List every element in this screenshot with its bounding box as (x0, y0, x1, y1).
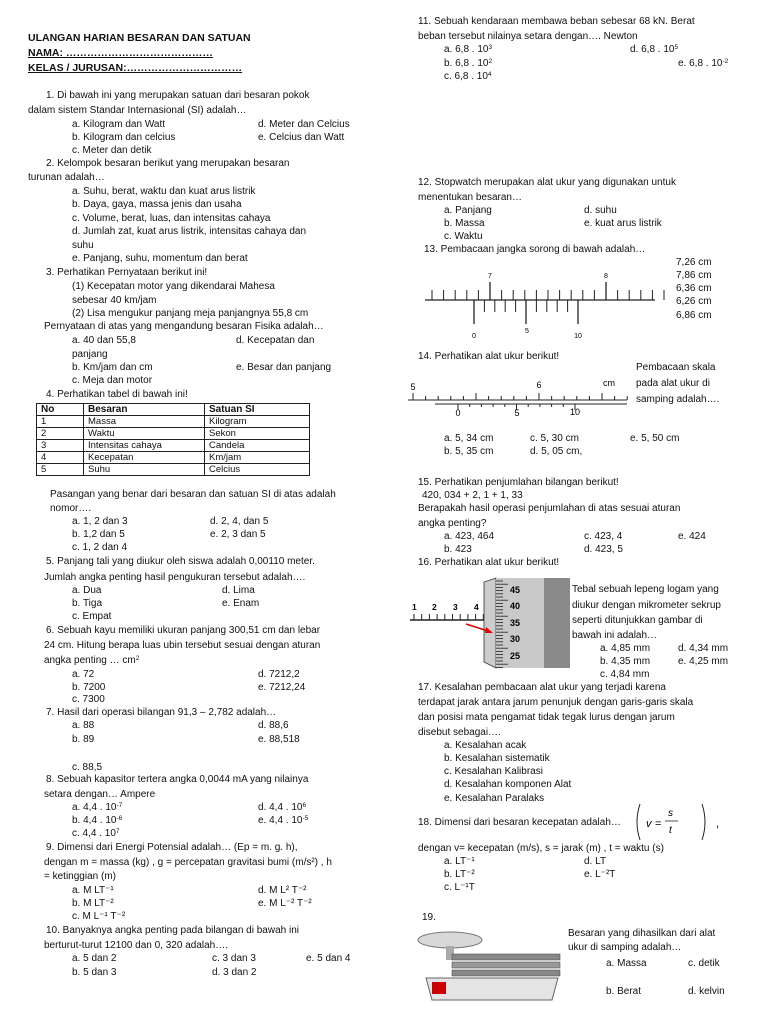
thimble-label-35: 35 (510, 618, 521, 628)
q8-option-a-text: a. 4,4 . 10 (72, 802, 117, 813)
caliper-main-label-7: 7 (488, 273, 492, 280)
q15-stem-2: Berapakah hasil operasi penjumlahan di atas sesuai aturan (418, 503, 681, 514)
q8-option-d-exp: 6 (302, 802, 307, 809)
q15-expression: 420, 034 + 2, 1 + 1, 33 (422, 490, 523, 501)
sleeve-label-4: 4 (474, 602, 479, 612)
q7-option-d[interactable]: d. 88,6 (258, 720, 289, 731)
q13-option-4[interactable]: 6,26 cm (676, 296, 712, 307)
q11-option-d-text: d. 6,8 . 10 (630, 44, 675, 55)
q12-option-b[interactable]: b. Massa (444, 218, 485, 229)
cell-no: 4 (37, 452, 84, 464)
q14-option-e[interactable]: e. 5, 50 cm (630, 433, 680, 444)
q6-stem: 6. Sebuah kayu memiliki ukuran panjang 300,51 cm dan lebar (46, 625, 321, 636)
q8-option-c-exp: 7 (115, 828, 120, 835)
q16-side-text-4: bawah ini adalah… (572, 630, 658, 641)
q4-stem: 4. Perhatikan tabel di bawah ini! (46, 389, 188, 400)
q8-option-c[interactable] (72, 828, 120, 840)
q16-side-text-2: diukur dengan mikrometer sekrup (572, 600, 721, 611)
formula-comma: , (716, 818, 720, 830)
q18-option-a[interactable]: a. LT⁻¹ (444, 856, 475, 867)
q8-option-e-exp: -5 (302, 815, 309, 822)
q6-option-d[interactable]: d. 7212,2 (258, 669, 300, 680)
q5-option-d[interactable]: d. Lima (222, 585, 255, 596)
q7-option-b[interactable]: b. 89 (72, 734, 95, 745)
q14-side-text-1: Pembacaan skala (636, 362, 716, 373)
q16-side-text-1: Tebal sebuah lepeng logam yang (572, 584, 719, 595)
q18-option-b[interactable]: b. LT⁻² (444, 869, 475, 880)
q15-option-c[interactable]: c. 423, 4 (584, 531, 623, 542)
cell-unit: Candela (205, 440, 310, 452)
q3-option-c[interactable]: c. Meja dan motor (72, 375, 153, 386)
q2-option-c[interactable]: c. Volume, berat, luas, dan intensitas cahaya (72, 213, 271, 224)
thimble-label-45: 45 (510, 585, 521, 595)
q4-stem-2: Pasangan yang benar dari besaran dan satuan SI di atas adalah (50, 489, 336, 500)
q3-option-a[interactable]: a. 40 dan 55,8 (72, 335, 136, 346)
q5-option-a[interactable]: a. Dua (72, 585, 102, 596)
q10-option-b[interactable]: b. 5 dan 3 (72, 967, 117, 978)
formula-t: t (669, 825, 672, 836)
caliper-main-label-8: 8 (604, 273, 608, 280)
sleeve-label-1: 1 (412, 602, 417, 612)
q7-option-e[interactable]: e. 88,518 (258, 734, 300, 745)
q1-option-e[interactable]: e. Celcius dan Watt (258, 132, 345, 143)
q18-option-d[interactable]: d. LT (584, 856, 607, 867)
col-header-unit: Satuan SI (205, 404, 310, 416)
q1-option-d[interactable]: d. Meter dan Celcius (258, 119, 350, 130)
q19-option-d[interactable]: d. kelvin (688, 986, 725, 997)
q12-stem: 12. Stopwatch merupakan alat ukur yang digunakan untuk (418, 177, 676, 188)
q1-option-c[interactable]: c. Meter dan detik (72, 145, 152, 156)
q8-option-d-text: d. 4,4 . 10 (258, 802, 303, 813)
caliper-vernier-ticks (474, 300, 578, 324)
cell-quantity: Suhu (84, 464, 205, 476)
name-field[interactable]: NAMA: …………………………………… (28, 47, 213, 59)
q19-stem: 19. (422, 912, 436, 923)
q11-option-a-exp: 3 (488, 44, 493, 51)
q11-option-c-text: c. 6,8 . 10 (444, 71, 488, 82)
q14-side-text-2: pada alat ukur di (636, 378, 710, 389)
formula-right-paren (702, 804, 705, 840)
q9-option-a[interactable]: a. M LT⁻¹ (72, 885, 114, 896)
q9-option-c[interactable]: c. M L⁻¹ T⁻² (72, 911, 126, 922)
formula-s: s (668, 808, 673, 819)
q8-option-c-text: c. 4,4 . 10 (72, 828, 116, 839)
col-header-no: No (37, 404, 84, 416)
q3-statement-1-cont: sebesar 40 km/jam (72, 295, 157, 306)
velocity-formula (634, 802, 724, 842)
q12-option-c[interactable]: c. Waktu (444, 231, 483, 242)
q3-statement-2: (2) Lisa mengukur panjang meja panjangnya 55,8 cm (72, 308, 309, 319)
formula-v: v (646, 818, 652, 830)
q2-stem: 2. Kelompok besaran berikut yang merupakan besaran (46, 158, 290, 169)
vernier-label-5: 5 (514, 408, 520, 418)
q13-option-5[interactable]: 6,86 cm (676, 310, 712, 321)
scale-label-5: 5 (410, 382, 416, 392)
q9-stem: 9. Dimensi dari Energi Potensial adalah… (Ep = m. g. h), (46, 842, 298, 853)
micrometer-diagram (406, 578, 571, 670)
q14-option-a[interactable]: a. 5, 34 cm (444, 433, 494, 444)
q16-option-b[interactable]: b. 4,35 mm (600, 656, 651, 667)
q15-stem: 15. Perhatikan penjumlahan bilangan berikut! (418, 477, 619, 488)
q5-stem-cont: Jumlah angka penting hasil pengukuran tersebut adalah…. (44, 572, 306, 583)
scale-unit-label: cm (603, 378, 615, 388)
q1-option-b[interactable]: b. Kilogram dan celcius (72, 132, 176, 143)
caliper-vernier-label-10: 10 (574, 333, 582, 340)
q2-option-a[interactable]: a. Suhu, berat, waktu dan kuat arus listrik (72, 186, 256, 197)
caliper-main-ticks (432, 282, 664, 300)
vernier-label-10: 10 (569, 407, 581, 417)
q9-stem-cont-2: = ketinggian (m) (44, 871, 116, 882)
q3-statement-1: (1) Kecepatan motor yang dikendarai Mahesa (72, 281, 275, 292)
q16-stem: 16. Perhatikan alat ukur berikut! (418, 557, 560, 568)
q4-option-d[interactable]: d. 2, 4, dan 5 (210, 516, 269, 527)
q10-stem-cont: berturut-turut 12100 dan 0, 320 adalah…. (44, 940, 229, 951)
thimble-label-25: 25 (510, 651, 521, 661)
q16-side-text-3: seperti ditunjukkan gambar di (572, 615, 703, 626)
q8-option-d[interactable] (258, 802, 306, 814)
cell-quantity: Kecepatan (84, 452, 205, 464)
cell-no: 2 (37, 428, 84, 440)
q8-option-e[interactable] (258, 815, 308, 827)
q14-stem: 14. Perhatikan alat ukur berikut! (418, 351, 560, 362)
sleeve-label-2: 2 (432, 602, 437, 612)
q7-option-c[interactable]: c. 88,5 (72, 762, 103, 773)
q19-side-text-1: Besaran yang dihasilkan dari alat (568, 928, 716, 939)
q11-option-c-exp: 4 (487, 71, 492, 78)
q1-stem: 1. Di bawah ini yang merupakan satuan dari besaran pokok (46, 90, 310, 101)
q9-option-d[interactable]: d. M L² T⁻² (258, 885, 307, 896)
q4-option-b[interactable]: b. 1,2 dan 5 (72, 529, 125, 540)
q8-stem: 8. Sebuah kapasitor tertera angka 0,0044 mA yang nilainya (46, 774, 309, 785)
q8-option-b-text: b. 4,4 . 10 (72, 815, 117, 826)
col-header-quantity: Besaran (84, 404, 205, 416)
scale-label-6: 6 (536, 380, 542, 390)
balance-beam-2 (452, 962, 560, 968)
q12-stem-cont: menentukan besaran… (418, 192, 522, 203)
q6-stem-cont-2 (44, 655, 139, 667)
q17-stem: 17. Kesalahan pembacaan alat ukur yang terjadi karena (418, 682, 666, 693)
q6-option-c[interactable]: c. 7300 (72, 694, 105, 705)
q18-option-c[interactable]: c. L⁻¹T (444, 882, 475, 893)
q15-option-d[interactable]: d. 423, 5 (584, 544, 623, 555)
q19-option-b[interactable]: b. Berat (606, 986, 642, 997)
thimble-edge (484, 578, 496, 668)
q14-option-b[interactable]: b. 5, 35 cm (444, 446, 494, 457)
q8-option-a[interactable] (72, 802, 122, 814)
q3-option-e[interactable]: e. Besar dan panjang (236, 362, 332, 373)
q3-stem-2: Pernyataan di atas yang mengandung besaran Fisika adalah… (44, 321, 324, 332)
cell-no: 1 (37, 416, 84, 428)
sleeve-label-3: 3 (453, 602, 458, 612)
q19-option-c[interactable]: c. detik (688, 958, 720, 969)
q6-option-e[interactable]: e. 7212,24 (258, 682, 306, 693)
q13-option-1[interactable]: 7,26 cm (676, 257, 712, 268)
formula-equals: = (655, 818, 662, 830)
cell-no: 3 (37, 440, 84, 452)
q11-option-d-exp: 5 (674, 44, 679, 51)
q4-option-c[interactable]: c. 1, 2 dan 4 (72, 542, 128, 553)
q4-option-a[interactable]: a. 1, 2 dan 3 (72, 516, 128, 527)
q11-option-e-exp: -2 (722, 58, 729, 65)
q14-option-c[interactable]: c. 5, 30 cm (530, 433, 579, 444)
balance-beam-3 (452, 970, 560, 976)
q8-option-a-exp: -7 (116, 802, 123, 809)
q11-option-b-text: b. 6,8 . 10 (444, 58, 489, 69)
q11-option-a[interactable] (444, 44, 492, 56)
table-row (37, 464, 310, 476)
q11-option-e[interactable] (678, 58, 728, 70)
q11-option-d[interactable] (630, 44, 678, 56)
cell-unit: Celcius (205, 464, 310, 476)
q17-stem-cont-3: disebut sebagai…. (418, 727, 501, 738)
q8-option-e-text: e. 4,4 . 10 (258, 815, 303, 826)
q17-option-d[interactable]: d. Kesalahan komponen Alat (444, 779, 572, 790)
q3-option-d[interactable]: d. Kecepatan dan (236, 335, 315, 346)
formula-left-paren (637, 804, 640, 840)
caliper-vernier-label-5: 5 (525, 328, 529, 335)
q6-stem-text: angka penting … cm (44, 655, 136, 666)
q15-stem-3: angka penting? (418, 518, 487, 529)
cell-quantity: Waktu (84, 428, 205, 440)
q5-stem: 5. Panjang tali yang diukur oleh siswa adalah 0,00110 meter. (46, 556, 315, 567)
q15-option-a[interactable]: a. 423, 464 (444, 531, 495, 542)
q6-option-a[interactable]: a. 72 (72, 669, 95, 680)
q16-option-a[interactable]: a. 4,85 mm (600, 643, 651, 654)
q14-side-text-3: samping adalah…. (636, 394, 720, 405)
q9-option-b[interactable]: b. M LT⁻² (72, 898, 114, 909)
cell-unit: Sekon (205, 428, 310, 440)
q5-option-b[interactable]: b. Tiga (72, 598, 103, 609)
cell-quantity: Intensitas cahaya (84, 440, 205, 452)
q5-option-c[interactable]: c. Empat (72, 611, 112, 622)
thimble-label-30: 30 (510, 634, 521, 644)
q4-stem-2-cont: nomor…. (50, 503, 92, 514)
exam-title: ULANGAN HARIAN BESARAN DAN SATUAN (28, 32, 251, 44)
q17-option-c[interactable]: c. Kesalahan Kalibrasi (444, 766, 543, 777)
q3-option-d-cont: panjang (72, 349, 108, 360)
q1-option-a[interactable]: a. Kilogram dan Watt (72, 119, 166, 130)
q13-option-3[interactable]: 6,36 cm (676, 283, 712, 294)
cell-unit: Kilogram (205, 416, 310, 428)
q2-option-b[interactable]: b. Daya, gaya, massa jenis dan usaha (72, 199, 242, 210)
vernier-main-ticks (413, 393, 627, 400)
table-header-row (37, 404, 310, 416)
balance-pan (418, 932, 482, 948)
q9-stem-cont: dengan m = massa (kg) , g = percepatan gravitasi bumi (m/s²) , h (44, 857, 332, 868)
q11-option-a-text: a. 6,8 . 10 (444, 44, 489, 55)
q10-option-a[interactable]: a. 5 dan 2 (72, 953, 117, 964)
q16-option-c[interactable]: c. 4,84 mm (600, 669, 650, 680)
q19-side-text-2: ukur di samping adalah… (568, 942, 682, 953)
q11-option-b-exp: 2 (488, 58, 493, 65)
q6-option-b[interactable]: b. 7200 (72, 682, 106, 693)
thimble-shadow (544, 578, 570, 668)
q7-option-a[interactable]: a. 88 (72, 720, 95, 731)
q9-option-e[interactable]: e. M L⁻² T⁻² (258, 898, 312, 909)
q19-option-a[interactable]: a. Massa (606, 958, 647, 969)
caliper-vernier-label-0: 0 (472, 333, 476, 340)
q18-stem: 18. Dimensi dari besaran kecepatan adalah… (418, 817, 621, 828)
q4-option-e[interactable]: e. 2, 3 dan 5 (210, 529, 266, 540)
q15-option-e[interactable]: e. 424 (678, 531, 706, 542)
q13-stem: 13. Pembacaan jangka sorong di bawah adalah… (424, 244, 646, 255)
q2-stem-cont: turunan adalah… (28, 172, 105, 183)
q1-stem-cont: dalam sistem Standar Internasional (SI) adalah… (28, 105, 247, 116)
class-field[interactable]: KELAS / JURUSAN:…………………………… (28, 62, 243, 74)
q16-option-d[interactable]: d. 4,34 mm (678, 643, 729, 654)
q2-option-d-cont: suhu (72, 240, 94, 251)
q11-option-b[interactable] (444, 58, 492, 70)
cell-unit: Km/jam (205, 452, 310, 464)
q3-option-b[interactable]: b. Km/jam dan cm (72, 362, 153, 373)
q6-stem-exponent: 2 (135, 655, 140, 662)
table-row (37, 428, 310, 440)
q13-option-2[interactable]: 7,86 cm (676, 270, 712, 281)
q6-stem-cont: 24 cm. Hitung berapa luas ubin tersebut sesuai dengan aturan (44, 640, 321, 651)
q7-stem: 7. Hasil dari operasi bilangan 91,3 – 2,782 adalah… (46, 707, 277, 718)
balance-logo-badge (432, 982, 446, 994)
q2-option-d[interactable]: d. Jumlah zat, kuat arus listrik, intensitas cahaya dan (72, 226, 307, 237)
q8-stem-cont: setara dengan… Ampere (44, 789, 156, 800)
vernier-scale-diagram (405, 374, 635, 422)
balance-beam-1 (452, 954, 560, 960)
q10-option-e[interactable]: e. 5 dan 4 (306, 953, 351, 964)
cell-quantity: Massa (84, 416, 205, 428)
q18-option-e[interactable]: e. L⁻²T (584, 869, 616, 880)
q10-stem: 10. Banyaknya angka penting pada bilangan di bawah ini (46, 925, 299, 936)
q11-stem: 11. Sebuah kendaraan membawa beban sebesar 68 kN. Berat (418, 16, 695, 27)
q11-option-e-text: e. 6,8 . 10 (678, 58, 723, 69)
q10-option-c[interactable]: c. 3 dan 3 (212, 953, 256, 964)
caliper-diagram (420, 268, 660, 343)
q17-stem-cont-2: dan posisi mata pengamat tidak tegak lurus dengan jarum (418, 712, 675, 723)
q17-stem-cont: terdapat jarak antara jarum penunjuk dengan garis-garis skala (418, 697, 694, 708)
q16-option-e[interactable]: e. 4,25 mm (678, 656, 729, 667)
q5-option-e[interactable]: e. Enam (222, 598, 260, 609)
micrometer-sleeve-ticks (414, 614, 483, 620)
q3-stem: 3. Perhatikan Pernyataan berikut ini! (46, 267, 208, 278)
q12-option-d[interactable]: d. suhu (584, 205, 617, 216)
q17-option-a[interactable]: a. Kesalahan acak (444, 740, 527, 751)
q12-option-e[interactable]: e. kuat arus listrik (584, 218, 662, 229)
q8-option-b-exp: -6 (116, 815, 123, 822)
q18-stem-2: dengan v= kecepatan (m/s), s = jarak (m) , t = waktu (s) (418, 843, 664, 854)
q2-option-e[interactable]: e. Panjang, suhu, momentum dan berat (72, 253, 248, 264)
q17-option-e[interactable]: e. Kesalahan Paralaks (444, 793, 545, 804)
vernier-label-0: 0 (455, 408, 461, 418)
table-row (37, 416, 310, 428)
q17-option-b[interactable]: b. Kesalahan sistematik (444, 753, 550, 764)
quantity-table (36, 403, 310, 476)
table-row (37, 452, 310, 464)
q11-stem-cont: beban tersebut nilainya setara dengan…. Newton (418, 31, 638, 42)
q10-option-d[interactable]: d. 3 dan 2 (212, 967, 257, 978)
q8-option-b[interactable] (72, 815, 122, 827)
table-row (37, 440, 310, 452)
q12-option-a[interactable]: a. Panjang (444, 205, 492, 216)
q11-option-c[interactable] (444, 71, 492, 83)
triple-beam-balance-icon (412, 928, 564, 1004)
q15-option-b[interactable]: b. 423 (444, 544, 472, 555)
thimble-label-40: 40 (510, 601, 521, 611)
q14-option-d[interactable]: d. 5, 05 cm, (530, 446, 583, 457)
cell-no: 5 (37, 464, 84, 476)
